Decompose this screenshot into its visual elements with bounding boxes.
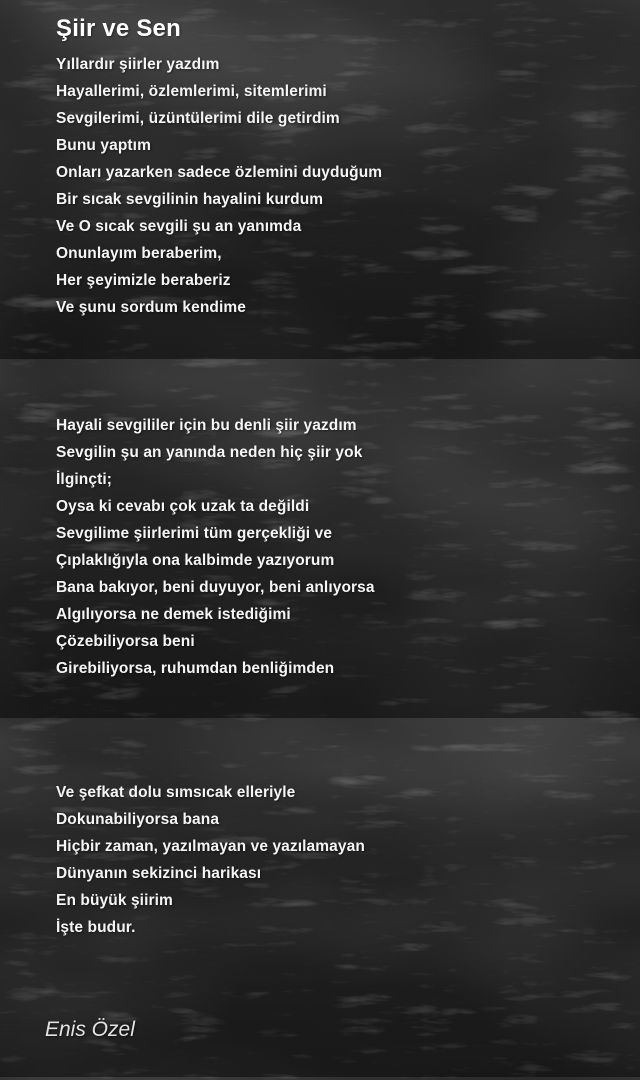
poem-line: Çözebiliyorsa beni	[56, 633, 195, 650]
poem-line: Sevgilin şu an yanında neden hiç şiir yok	[56, 444, 363, 461]
poem-line: Bana bakıyor, beni duyuyor, beni anlıyorsa	[56, 579, 375, 596]
stanza-3	[56, 779, 610, 941]
poem-line: Dünyanın sekizinci harikası	[56, 865, 262, 882]
poem-line: Çıplaklığıyla ona kalbimde yazıyorum	[56, 552, 335, 569]
poem-line: Ve şunu sordum kendime	[56, 299, 246, 316]
poem-title: Şiir ve Sen	[56, 15, 181, 42]
poem-line: Girebiliyorsa, ruhumdan benliğimden	[56, 660, 335, 677]
stanza-1	[56, 51, 610, 321]
poem-line: En büyük şiirim	[56, 892, 173, 909]
poem-line: Yıllardır şiirler yazdım	[56, 56, 220, 73]
poem-line: Hiçbir zaman, yazılmayan ve yazılamayan	[56, 838, 365, 855]
poem-line: Her şeyimizle beraberiz	[56, 272, 231, 289]
poem-line: Algılıyorsa ne demek istediğimi	[56, 606, 291, 623]
stanza-2	[56, 412, 610, 682]
poem-line: Bir sıcak sevgilinin hayalini kurdum	[56, 191, 324, 208]
poem-line: Bunu yaptım	[56, 137, 151, 154]
author-signature: Enis Özel	[45, 1018, 135, 1041]
poem-line: İşte budur.	[56, 919, 136, 936]
poem-line: Sevgilime şiirlerimi tüm gerçekliği ve	[56, 525, 333, 542]
poem-line: Oysa ki cevabı çok uzak ta değildi	[56, 498, 310, 515]
poem-line: Ve şefkat dolu sımsıcak elleriyle	[56, 784, 296, 801]
poem-line: Hayali sevgililer için bu denli şiir yazdım	[56, 417, 357, 434]
poem-line: Sevgilerimi, üzüntülerimi dile getirdim	[56, 110, 340, 127]
poem-line: İlginçti;	[56, 471, 113, 488]
poem-line: Ve O sıcak sevgili şu an yanımda	[56, 218, 302, 235]
poem-line: Hayallerimi, özlemlerimi, sitemlerimi	[56, 83, 327, 100]
poem-line: Dokunabiliyorsa bana	[56, 811, 220, 828]
poem-line: Onunlayım beraberim,	[56, 245, 222, 262]
poem-line: Onları yazarken sadece özlemini duyduğum	[56, 164, 383, 181]
